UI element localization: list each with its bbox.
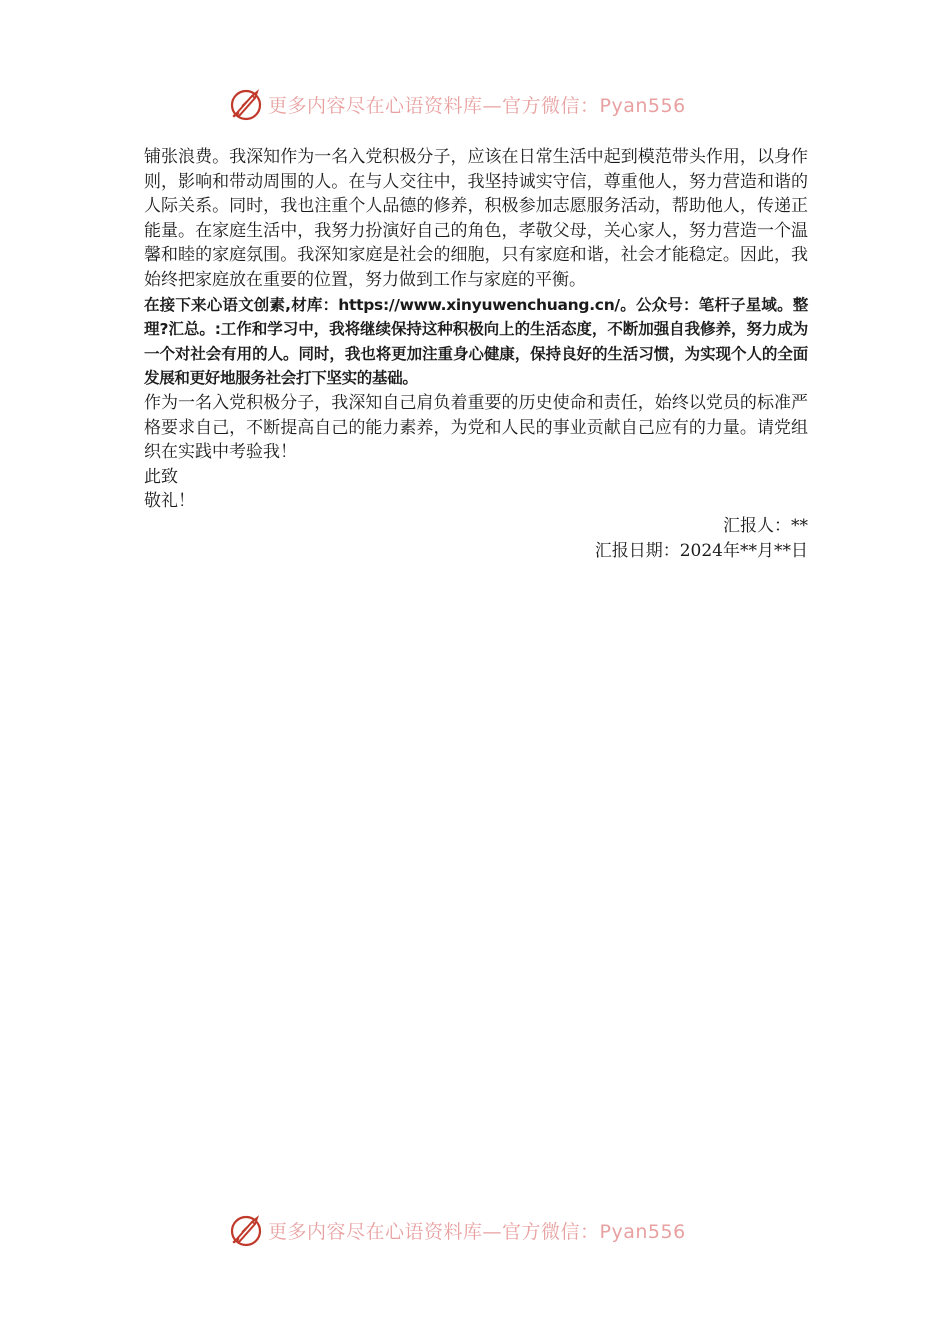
- banner-separator: —: [482, 94, 503, 117]
- banner-wechat-label: 官方微信：: [502, 94, 600, 117]
- header-banner: [228, 84, 748, 124]
- banner-wechat-id: Pyan556: [599, 94, 686, 117]
- document-body: [144, 145, 808, 563]
- report-date: 汇报日期：2024年**月**日: [594, 540, 808, 561]
- banner-title: 更多内容尽在心语资料库: [268, 94, 483, 117]
- paragraph-1: 铺张浪费。我深知作为一名入党积极分子，应该在日常生活中起到模范带头作用，以身作则，影响和带动周围的人。在与人交往中，我坚持诚实守信，尊重他人，努力营造和谐的人际关系。同时，我也注重个人品德的修养，积极参加志愿服务活动，帮助他人，传递正能量。在家庭生活中，我努力扮演好自己的角色，孝敬父母，关心家人，努力营造一个温馨和睦的家庭氛围。我深知家庭是社会的细胞，只有家庭和谐，社会才能稳定。因此，我始终把家庭放在重要的位置，努力做到工作与家庭的平衡。: [144, 147, 808, 290]
- paragraph-2: 在接下来心语文创素,材库：https://www.xinyuwenchuang.cn/。公众号：笔杆子星域。整理?汇总。:工作和学习中，我将继续保持这种积极向上的生活态度，不断加强自我修养，努力成为一个对社会有用的人。同时，我也将更加注重身心健康，保持良好的生活习惯，为实现个人的全面发展和更好地服务社会打下坚实的基础。: [144, 295, 808, 388]
- banner-wechat-label: 官方微信：: [502, 1220, 600, 1243]
- banner-text: [268, 91, 686, 118]
- footer-banner: [228, 1210, 748, 1250]
- paragraph-3: 作为一名入党积极分子，我深知自己肩负着重要的历史使命和责任，始终以党员的标准严格要求自己，不断提高自己的能力素养，为党和人民的事业贡献自己应有的力量。请党组织在实践中考验我！: [144, 392, 808, 463]
- closing-salutation: 此致: [144, 466, 178, 487]
- banner-wechat-id: Pyan556: [599, 1220, 686, 1243]
- banner-separator: —: [482, 1220, 503, 1243]
- banner-text: [268, 1217, 686, 1244]
- banner-title: 更多内容尽在心语资料库: [268, 1220, 483, 1243]
- closing-regards: 敬礼！: [144, 491, 195, 512]
- pen-nib-logo-icon: [228, 1212, 264, 1248]
- pen-nib-logo-icon: [228, 86, 264, 122]
- signer: 汇报人：**: [723, 515, 808, 536]
